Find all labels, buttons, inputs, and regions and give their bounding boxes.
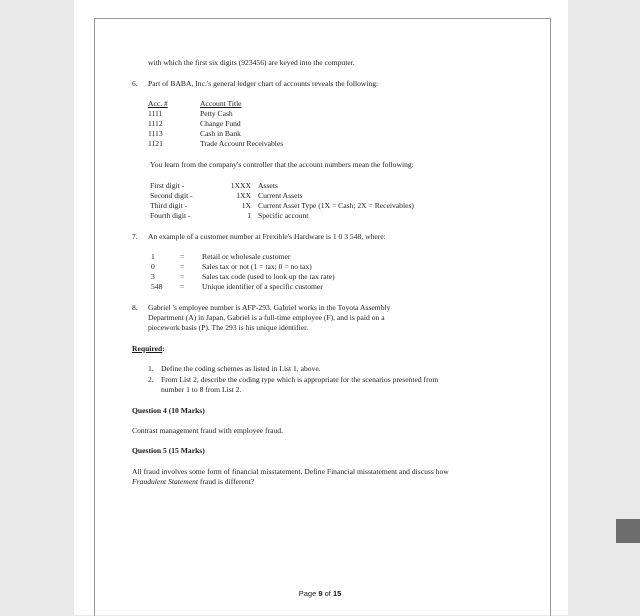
digit-label: First digit - bbox=[150, 181, 185, 190]
q7-number: 7. bbox=[132, 232, 138, 241]
account-number: 1112 bbox=[148, 119, 163, 128]
scrollbar-thumb[interactable] bbox=[616, 519, 640, 543]
q6-number: 6. bbox=[132, 79, 138, 88]
required-colon: : bbox=[162, 344, 165, 353]
required-item-text: From List 2, describe the coding type which is appropriate for the scenarios presented from bbox=[161, 375, 439, 384]
title-header: Account Title bbox=[200, 99, 242, 108]
required-item-number: 2. bbox=[148, 375, 154, 384]
account-number: 1121 bbox=[148, 139, 163, 148]
q7-code: 548 bbox=[151, 282, 163, 291]
required-item-text: number 1 to 8 from List 2. bbox=[161, 385, 242, 394]
q8-line: piecework basis (P). The 293 is his unique identifier. bbox=[148, 323, 309, 332]
q7-description: Retail or wholesale customer bbox=[202, 252, 291, 261]
digit-meaning: Current Assets bbox=[258, 191, 303, 200]
account-number: 1113 bbox=[148, 129, 163, 138]
q8-line: Department (A) in Japan, Gabriel is a full-time employee (F), and is paid on a bbox=[148, 313, 385, 322]
account-title: Petty Cash bbox=[200, 109, 233, 118]
total-pages-number: 15 bbox=[332, 589, 342, 598]
q7-equals: = bbox=[180, 272, 185, 281]
page-word: Page bbox=[298, 589, 319, 598]
digit-code: 1XX bbox=[236, 191, 251, 200]
account-title: Cash in Bank bbox=[200, 129, 241, 138]
digit-meaning: Specific account bbox=[258, 211, 309, 220]
q7-code: 1 bbox=[151, 252, 155, 261]
q8-number: 8. bbox=[132, 303, 138, 312]
q7-code: 3 bbox=[151, 272, 155, 281]
q5-italic-term: Fraudulent Statement bbox=[132, 477, 199, 486]
digit-code: 1X bbox=[241, 201, 251, 210]
q7-code: 0 bbox=[151, 262, 155, 271]
digit-code: 1XXX bbox=[230, 181, 251, 190]
digit-label: Fourth digit - bbox=[150, 211, 191, 220]
q7-description: Unique identifier of a specific customer bbox=[202, 282, 323, 291]
q5-line-rest: fraud is different? bbox=[198, 477, 255, 486]
digit-label: Second digit - bbox=[150, 191, 193, 200]
of-word: of bbox=[322, 589, 333, 598]
required-label: Required bbox=[132, 344, 163, 353]
required-item-text: Define the coding schemes as listed in List 1, above. bbox=[161, 364, 321, 373]
page-footer bbox=[0, 589, 640, 598]
account-title: Trade Account Receivables bbox=[200, 139, 284, 148]
digit-code: 1 bbox=[247, 211, 251, 220]
q7-equals: = bbox=[180, 252, 185, 261]
required-item-number: 1. bbox=[148, 364, 154, 373]
current-page-number: 9 bbox=[318, 589, 323, 598]
q5-heading: Question 5 (15 Marks) bbox=[132, 446, 205, 455]
q4-heading: Question 4 (10 Marks) bbox=[132, 406, 205, 415]
q7-text: An example of a customer number at Frexible's Hardware is 1 0 3 548, where: bbox=[148, 232, 386, 241]
account-title: Change Fund bbox=[200, 119, 241, 128]
intro-line: with which the first six digits (923456) are keyed into the computer. bbox=[148, 58, 355, 67]
q7-description: Sales tax or not (1 = tax; 0 = no tax) bbox=[202, 262, 312, 271]
digit-meaning: Current Asset Type (1X = Cash; 2X = Receivables) bbox=[258, 201, 414, 210]
q7-equals: = bbox=[180, 262, 185, 271]
digit-meaning: Assets bbox=[258, 181, 278, 190]
q6-text: Part of BABA, Inc.'s general ledger chart of accounts reveals the following: bbox=[148, 79, 379, 88]
acc-header: Acc. # bbox=[148, 99, 168, 108]
q7-description: Sales tax code (used to look up the tax rate) bbox=[202, 272, 335, 281]
digit-label: Third digit - bbox=[150, 201, 188, 210]
q4-text: Contrast management fraud with employee fraud. bbox=[132, 426, 283, 435]
q5-line: All fraud involves some form of financial misstatement, Define Financial misstatement and discuss how bbox=[132, 467, 449, 476]
q6-learn-text: You learn from the company's controller that the account numbers mean the following: bbox=[150, 160, 414, 169]
account-number: 1111 bbox=[148, 109, 163, 118]
q7-equals: = bbox=[180, 282, 185, 291]
required-heading bbox=[132, 344, 165, 354]
q8-line: Gabriel 's employee number is AFP-293. Gabriel works in the Toyota Assembly bbox=[148, 303, 391, 312]
q5-line bbox=[132, 477, 254, 487]
